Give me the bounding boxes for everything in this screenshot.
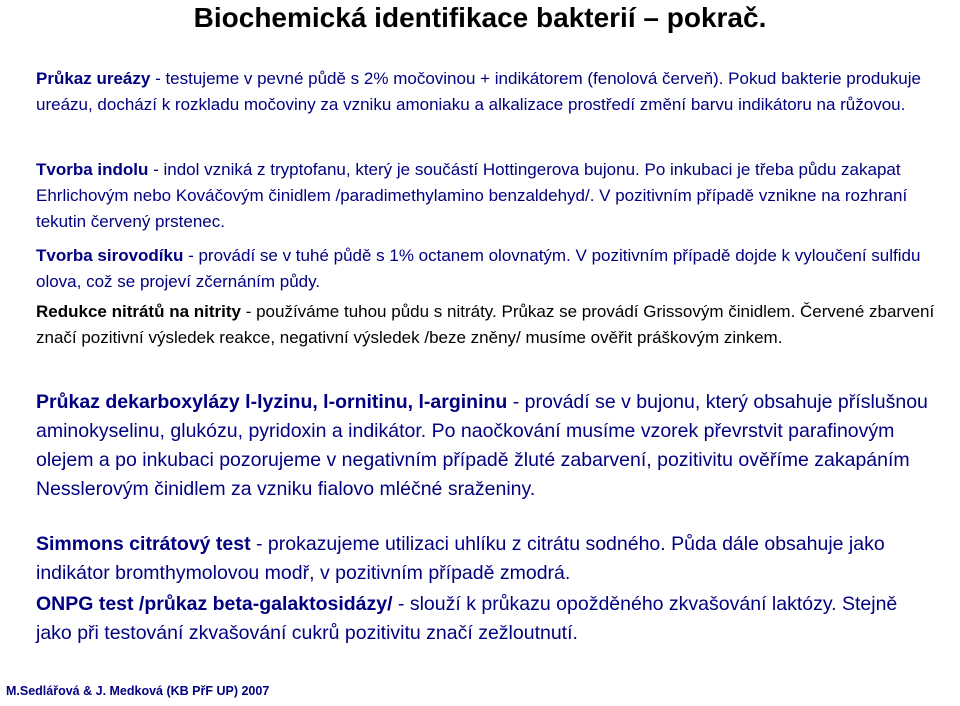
page-title: Biochemická identifikace bakterií – pokrač. (193, 2, 767, 33)
text-onpg: - slouží k průkazu opožděného zkvašování laktózy. Stejně jako při testování zkvašování cukrů pozitivitu značí zežloutnutí. (36, 593, 898, 644)
text-sirovodik: - provádí se v tuhé půdě s 1% octanem olovnatým. V pozitivním případě dojde k vyloučení sulfidu olova, což se projeví zčernáním půdy. (36, 246, 921, 291)
text-nitraty: - používáme tuhou půdu s nitráty. Průkaz se provádí Grissovým činidlem. Červené zbarvení značí pozitivní výsledek reakce, negativní výsledek /beze zněny/ musíme ověřit práškovým zinkem. (36, 302, 935, 347)
paragraph-sirovodik (36, 243, 936, 295)
heading-ureaza: Průkaz ureázy (36, 69, 151, 88)
footer-credits: M.Sedlářová & J. Medková (KB PřF UP) 2007 (6, 684, 270, 698)
paragraph-dekarboxylazy (36, 388, 936, 504)
heading-indol: Tvorba indolu (36, 160, 149, 179)
text-simmons: - prokazujeme utilizaci uhlíku z citrátu sodného. Půda dále obsahuje jako indikátor bromthymolovou modř, v pozitivním případě zmodrá. (36, 533, 885, 584)
heading-dekarboxylazy: Průkaz dekarboxylázy l-lyzinu, l-ornitinu, l-argininu (36, 391, 508, 413)
text-dekarboxylazy: - provádí se v bujonu, který obsahuje příslušnou aminokyselinu, glukózu, pyridoxin a indikátor. Po naočkování musíme vzorek převrstvit parafinovým olejem a po inkubaci pozorujeme v negativním případě žluté zabarvení, pozitivitu ověříme zakapáním Nesslerovým činidlem za vzniku fialovo mléčné sraženiny. (36, 391, 928, 500)
paragraph-onpg (36, 590, 936, 648)
heading-simmons: Simmons citrátový test (36, 533, 251, 555)
heading-sirovodik: Tvorba sirovodíku (36, 246, 184, 265)
paragraph-ureaza (36, 66, 936, 118)
heading-onpg: ONPG test /průkaz beta-galaktosidázy/ (36, 593, 393, 615)
paragraph-simmons (36, 530, 936, 588)
paragraph-nitraty (36, 299, 936, 351)
text-indol: - indol vzniká z tryptofanu, který je součástí Hottingerova bujonu. Po inkubaci je třeba půdu zakapat Ehrlichovým nebo Kováčovým činidlem /paradimethylamino benzaldehyd/. V pozitivním případě vznikne na rozhraní tekutin červený prstenec. (36, 160, 908, 231)
text-ureaza: - testujeme v pevné půdě s 2% močovinou + indikátorem (fenolová červeň). Pokud bakterie produkuje ureázu, dochází k rozkladu močoviny za vzniku amoniaku a alkalizace prostředí změní barvu indikátoru na růžovou. (36, 69, 921, 114)
paragraph-indol (36, 157, 936, 235)
heading-nitraty: Redukce nitrátů na nitrity (36, 302, 241, 321)
